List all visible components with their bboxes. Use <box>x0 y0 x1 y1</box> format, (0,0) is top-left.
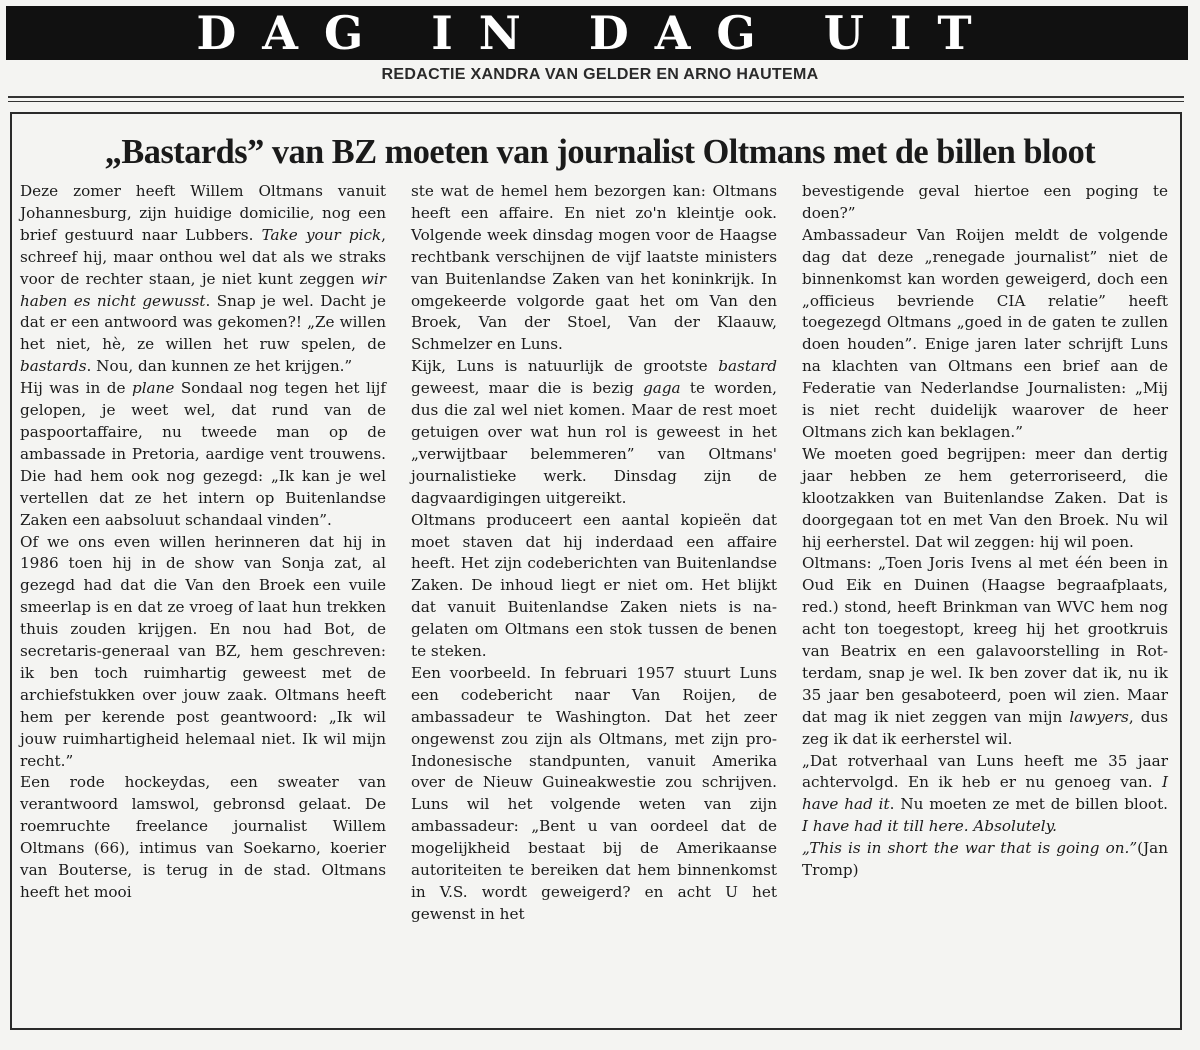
paragraph: Of we ons even willen herinneren dat hij in 1986 toen hij in de show van Sonja zat, al gezegd had dat die Van den Broek een vuile smeerlap is en dat ze vroeg of laat hun trekken thuis zouden krijgen. En nou had Bot, de secretaris-generaal van BZ, hem geschreven: ik ben toch ruimhartig geweest met de archiefstukken over jouw zaak. Oltmans heeft hem per kerende post geantwoord: „Ik wil jouw ruimhartigheid helemaal niet. Ik wil mijn recht.” <box>20 532 386 770</box>
paragraph: We moeten goed begrijpen: meer dan dertig jaar hebben ze hem geterroriseerd, die klootzakken van Buitenlandse Zaken. Dat is doorgegaan tot en met Van den Broek. Nu wil hij eerherstel. Dat wil zeggen: hij wil poen. <box>802 444 1168 551</box>
byline: (Jan Tromp) <box>802 839 1168 880</box>
paragraph: „This is in short the war that is going on.”(Jan Tromp) <box>802 839 1168 880</box>
paragraph: Oltmans: „Toen Joris Ivens al met één been in Oud Eik en Duinen (Haagse begraafplaats, red.) stond, heeft Brinkman van WVC hem nog acht ton toegestopt, kreeg hij het grootkruis van Beatrix en een galavoorstelling in Rotterdam, snap je wel. Ik ben zover dat ik, nu ik 35 jaar ben gesaboteerd, poen wil zien. Maar dat mag ik niet zeggen van mijn lawyers, dus zeg ik dat ik eerherstel wil. <box>802 554 1168 748</box>
paragraph: Ambassadeur Van Roijen meldt de volgende dag dat deze „renegade journalist” niet de binnenkomst kan worden geweigerd, doch een „officieus bevriende CIA relatie” heeft toegezegd Oltmans „goed in de gaten te zullen doen houden”. Enige jaren later schrijft Luns na klachten van Oltmans een brief aan de Federatie van Nederlandse Journalisten: „Mij is niet recht duidelijk waarover de heer Oltmans zich kan beklagen.” <box>802 225 1168 441</box>
masthead-title: DAG IN DAG UIT <box>196 6 998 60</box>
paragraph: Hij was in de plane Sondaal nog tegen het lijf gelopen, je weet wel, dat rund van de paspoortaffaire, nu tweede man op de ambassade in Pretoria, aardige vent trouwens. Die had hem ook nog gezegd: „Ik kan je wel vertellen dat ze het intern op Buitenlandse Zaken een aabsoluut schandaal vinden”. <box>20 379 386 529</box>
paragraph: „Dat rotverhaal van Luns heeft me 35 jaar achtervolgd. En ik heb er nu genoeg van. I have had it. Nu moeten ze met de billen bloot. I have had it till here. Absolutely. <box>802 751 1168 836</box>
paragraph: Oltmans produceert een aantal kopieën dat moet staven dat hij inderdaad een affaire heeft. Het zijn codeberichten van Buitenlandse Zaken. De inhoud liegt er niet om. Het blijkt dat vanuit Buitenlandse Zaken niets is nagelaten om Oltmans een stok tussen de benen te steken. <box>411 510 777 661</box>
paragraph: Deze zomer heeft Willem Oltmans vanuit Johannesburg, zijn huidige domicilie, nog een brief gestuurd naar Lubbers. Take your pick, schreef hij, maar onthou wel dat als we straks voor de rechter staan, je niet kunt zeggen wir haben es nicht gewusst. Snap je wel. Dacht je dat er een antwoord was gekomen?! „Ze willen het niet, hè, ze willen het ruw spelen, de bastards. Nou, dan kunnen ze het krijgen.” <box>20 182 386 376</box>
paragraph: ste wat de hemel hem bezorgen kan: Oltmans heeft een affaire. En niet zo'n kleintje ook. Volgende week dinsdag mogen voor de Haagse rechtbank verschijnen de vijf laatste ministers van Buitenlandse Zaken van het koninkrijk. In omgekeerde volgorde gaat het om Van den Broek, Van der Stoel, Van der Klaauw, Schmelzer en Luns. <box>411 182 777 354</box>
editorial-credit: REDACTIE XANDRA VAN GELDER EN ARNO HAUTEMA <box>381 66 819 83</box>
paragraph: bevestigende geval hiertoe een poging te doen?” <box>802 182 1168 222</box>
article-headline: „Bastards” van BZ moeten van journalist Oltmans met de billen bloot <box>104 132 1096 171</box>
paragraph: Een rode hockeydas, een sweater van verantwoord lamswol, gebronsd gelaat. De roemruchte freelance journalist Willem Oltmans (66), intimus van Soekarno, koerier van Bouterse, is terug in de stad. Oltmans heeft het mooi <box>20 773 386 901</box>
divider-thin <box>8 101 1184 102</box>
masthead-banner <box>6 6 1188 60</box>
column-2 <box>411 181 777 926</box>
divider-top <box>8 96 1184 98</box>
column-1 <box>20 181 386 904</box>
column-3 <box>802 181 1168 882</box>
paragraph: Kijk, Luns is natuurlijk de grootste bastard geweest, maar die is bezig gaga te worden, dus die zal wel niet komen. Maar de rest moet getuigen over wat hun rol is geweest in het „verwijtbaar belemmeren” van Oltmans' journalistieke werk. Dinsdag zijn de dagvaardigingen uitgereikt. <box>411 357 777 507</box>
paragraph: Een voorbeeld. In februari 1957 stuurt Luns een codebericht naar Van Roijen, de ambassadeur te Washington. Dat het zeer ongewenst zou zijn als Oltmans, met zijn pro-Indonesische standpunten, vanuit Amerika over de Nieuw Guineakwestie zou schrijven. Luns wil het volgende weten van zijn ambassadeur: „Bent u van oordeel dat de mogelijkheid bestaat bij de Amerikaanse autoriteiten te bereiken dat hem binnenkomst in V.S. wordt geweigerd? en acht U het gewenst in het <box>411 663 777 923</box>
